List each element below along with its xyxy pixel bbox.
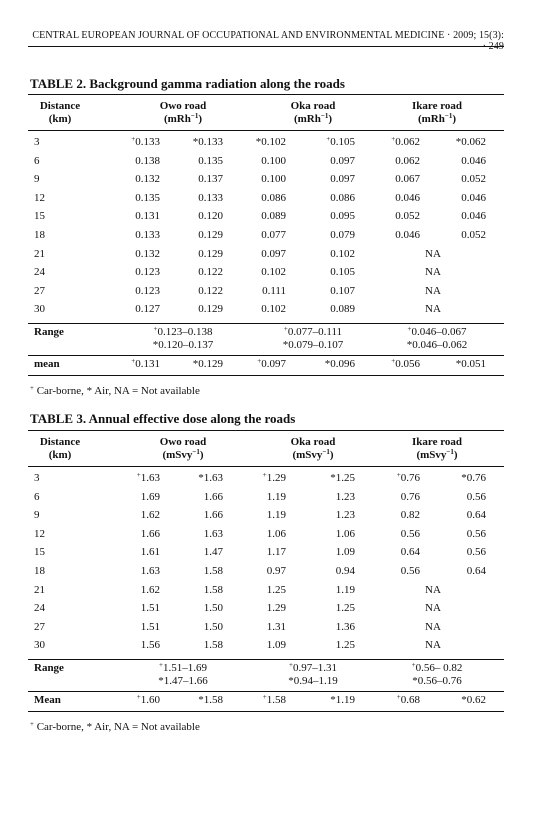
table3-mean-label: Mean <box>34 694 61 706</box>
table2-cell: 0.100 <box>261 173 286 186</box>
table3-cell: 1.06 <box>335 527 355 540</box>
table3-cell: 1.23 <box>335 490 355 503</box>
table2-cell-na: NA <box>425 266 441 279</box>
table3-cell: 1.62 <box>140 509 160 522</box>
table3-range-oka: +0.97–1.31 *0.94–1.19 <box>288 661 338 687</box>
table2-cell: 0.123 <box>135 284 160 297</box>
table2-caption <box>30 76 345 92</box>
table2-top-rule <box>28 94 504 95</box>
table3-range-ikare: +0.56– 0.82 *0.56–0.76 <box>411 661 463 687</box>
table3-caption <box>30 411 295 427</box>
table3-cell: 1.25 <box>335 602 355 615</box>
table3-cell: 1.69 <box>140 490 160 503</box>
table3-cell: *0.76 <box>461 472 486 484</box>
table3-mean-cell: +0.68 <box>396 693 420 706</box>
table3-header-distance: Distance (km) <box>39 436 81 461</box>
table2-cell: 0.133 <box>135 229 160 241</box>
table2-title: Background gamma radiation along the roads <box>89 76 345 91</box>
table3-cell: +1.63 <box>136 471 160 484</box>
table2-cell: 0.107 <box>330 284 355 297</box>
table2-cell: 0.138 <box>135 154 160 167</box>
table2-cell: 0.089 <box>330 303 355 316</box>
table2-mean-label: mean <box>34 358 60 370</box>
table2-cell-distance: 24 <box>34 266 45 279</box>
table2-mean-cell: *0.096 <box>324 358 355 370</box>
table3-cell: 1.31 <box>266 620 286 633</box>
table3-cell: 1.25 <box>266 583 286 596</box>
table3-cell: 1.06 <box>266 527 286 540</box>
table3-cell: +1.29 <box>262 471 286 484</box>
table2-cell: 0.100 <box>261 154 286 167</box>
table3-cell-distance: 27 <box>34 620 45 633</box>
table3-mean-cell: *0.62 <box>461 694 486 706</box>
table2-cell-distance: 27 <box>34 284 45 297</box>
table2-mean-cell: *0.129 <box>192 358 223 370</box>
table2-cell-distance: 30 <box>34 303 45 316</box>
table3-row <box>28 602 504 620</box>
table3-cell: 1.51 <box>140 620 160 633</box>
table2-cell: 0.137 <box>198 173 223 186</box>
table3-cell: 1.56 <box>140 639 160 652</box>
table2-range-label: Range <box>34 326 64 338</box>
table3-row <box>28 546 504 564</box>
table2-cell: 0.062 <box>395 154 420 167</box>
table2-cell-distance: 6 <box>34 154 40 167</box>
table3-cell-na: NA <box>425 639 441 652</box>
table2-cell: 0.079 <box>330 229 355 241</box>
table2-cell: +0.062 <box>391 135 420 148</box>
table3-cell: 1.47 <box>203 546 223 559</box>
table2-row <box>28 210 504 228</box>
table3-cell: 1.58 <box>203 639 223 652</box>
table2-label: TABLE 2. <box>30 76 87 91</box>
table3-cell-distance: 3 <box>34 472 40 484</box>
table3-cell: *1.63 <box>198 472 223 484</box>
table3-cell-distance: 30 <box>34 639 45 652</box>
table2-cell: 0.052 <box>461 173 486 186</box>
table3-cell-distance: 9 <box>34 509 40 522</box>
table3-cell: 1.19 <box>266 490 286 503</box>
table3-mean-row <box>28 694 504 712</box>
table3-cell: 0.94 <box>335 565 355 577</box>
table2-cell: 0.089 <box>261 210 286 223</box>
table2-cell: *0.062 <box>455 136 486 148</box>
table2-header-owo: Owo road (mRh$^{-1}$) <box>159 100 207 125</box>
table3-cell-na: NA <box>425 583 441 596</box>
table3-cell: 1.50 <box>203 620 223 633</box>
table2-range-owo: +0.123–0.138 *0.120–0.137 <box>152 325 214 351</box>
table3-cell-na: NA <box>425 620 441 633</box>
table3-cell: 1.61 <box>140 546 160 559</box>
table2-header-rule <box>28 130 504 131</box>
table2-cell-distance: 12 <box>34 191 45 204</box>
table3-cell: 1.09 <box>335 546 355 559</box>
table3-row <box>28 491 504 509</box>
table3-cell: 1.50 <box>203 602 223 615</box>
table3-cell: 0.56 <box>400 565 420 577</box>
table3-cell: 1.66 <box>140 527 160 540</box>
table2-range-oka: +0.077–0.111 *0.079–0.107 <box>282 325 344 351</box>
table2-row <box>28 136 504 154</box>
table2-row <box>28 192 504 210</box>
table2-mean-cell: *0.051 <box>455 358 486 370</box>
table2-cell: 0.067 <box>395 173 420 186</box>
table2-cell: 0.052 <box>395 210 420 223</box>
table2-footnote: + Car-borne, * Air, NA = Not available <box>30 384 200 397</box>
header-rule <box>28 46 504 47</box>
table2-header-ikare: Ikare road (mRh$^{-1}$) <box>411 100 462 125</box>
table2-cell: *0.133 <box>192 136 223 148</box>
table2-cell-distance: 21 <box>34 247 45 260</box>
table3-cell: 1.19 <box>266 509 286 522</box>
table2-mean-row <box>28 358 504 376</box>
table2-row <box>28 248 504 266</box>
table2-mean-rule <box>28 355 504 356</box>
table3-cell: 0.56 <box>466 527 486 540</box>
table2-cell: 0.102 <box>330 247 355 260</box>
table2-cell-distance: 9 <box>34 173 40 186</box>
table3-cell: 0.76 <box>400 490 420 503</box>
table2-cell: 0.135 <box>135 191 160 204</box>
table3-cell-distance: 6 <box>34 490 40 503</box>
table2-cell: 0.102 <box>261 303 286 316</box>
table2-cell: 0.052 <box>461 229 486 241</box>
table2-mean-cell: +0.056 <box>391 357 420 370</box>
table3-cell: 1.66 <box>203 490 223 503</box>
table2-row <box>28 285 504 303</box>
table2-row <box>28 173 504 191</box>
table3-top-rule <box>28 430 504 431</box>
table2-cell: 0.046 <box>461 191 486 204</box>
table2-cell: 0.132 <box>135 247 160 260</box>
table2-row <box>28 229 504 247</box>
table2-cell: 0.046 <box>395 191 420 204</box>
table3-cell: 0.97 <box>266 565 286 577</box>
table3-label: TABLE 3. <box>30 411 87 426</box>
table3-cell: 1.25 <box>335 639 355 652</box>
table3-cell: 1.63 <box>140 565 160 577</box>
table3-cell: 1.58 <box>203 565 223 577</box>
table2-cell: 0.132 <box>135 173 160 186</box>
table3-cell: 1.36 <box>335 620 355 633</box>
table2-cell: 0.077 <box>261 229 286 241</box>
table3-cell: 1.62 <box>140 583 160 596</box>
table2-cell-distance: 15 <box>34 210 45 223</box>
table2-cell-distance: 3 <box>34 136 40 148</box>
table2-cell: 0.129 <box>198 229 223 241</box>
table2-range-ikare: +0.046–0.067 *0.046–0.062 <box>406 325 468 351</box>
table3-cell: 0.82 <box>400 509 420 522</box>
table2-cell: +0.133 <box>131 135 160 148</box>
table2-cell: 0.046 <box>461 210 486 223</box>
table2-cell: 0.097 <box>330 173 355 186</box>
table3-row <box>28 621 504 639</box>
table2-cell-distance: 18 <box>34 229 45 241</box>
table2-cell: 0.046 <box>395 229 420 241</box>
table2-row <box>28 266 504 284</box>
table2-cell-na: NA <box>425 303 441 316</box>
table2-cell: 0.097 <box>261 247 286 260</box>
table3-cell: 0.64 <box>466 509 486 522</box>
table2-header-distance: Distance (km) <box>39 100 81 125</box>
table3-cell-distance: 24 <box>34 602 45 615</box>
table2-cell: 0.133 <box>198 191 223 204</box>
table2-row <box>28 155 504 173</box>
table3-range-owo: +1.51–1.69 *1.47–1.66 <box>158 661 208 687</box>
table3-mean-rule <box>28 691 504 692</box>
table2-cell: 0.127 <box>135 303 160 316</box>
table2-cell: 0.131 <box>135 210 160 223</box>
table2-cell: 0.046 <box>461 154 486 167</box>
table2-mean-cell: +0.131 <box>131 357 160 370</box>
table3-cell: 1.29 <box>266 602 286 615</box>
table3-cell: 1.23 <box>335 509 355 522</box>
table3-cell: +0.76 <box>396 471 420 484</box>
table3-cell: 1.58 <box>203 583 223 596</box>
table2-mean-cell: +0.097 <box>257 357 286 370</box>
table3-cell-distance: 21 <box>34 583 45 596</box>
table2-cell: 0.102 <box>261 266 286 279</box>
table2-cell: 0.135 <box>198 154 223 167</box>
table3-cell: 0.56 <box>400 527 420 540</box>
table3-cell: 0.64 <box>400 546 420 559</box>
table2-cell: 0.122 <box>198 266 223 279</box>
table3-header-ikare: Ikare road (mSvy$^{-1}$) <box>411 436 462 461</box>
table2-cell: 0.111 <box>262 284 286 297</box>
table3-row <box>28 565 504 583</box>
table2-row <box>28 303 504 321</box>
table3-header-oka: Oka road (mSvy$^{-1}$) <box>290 436 336 461</box>
table3-mean-cell: *1.58 <box>198 694 223 706</box>
table3-row <box>28 584 504 602</box>
table2-cell: 0.097 <box>330 154 355 167</box>
table3-row <box>28 639 504 657</box>
table2-cell: 0.122 <box>198 284 223 297</box>
table3-cell: 0.56 <box>466 546 486 559</box>
table3-header-rule <box>28 466 504 467</box>
table2-cell: 0.105 <box>330 266 355 279</box>
table2-cell: 0.095 <box>330 210 355 223</box>
table2-cell: +0.105 <box>326 135 355 148</box>
table3-row <box>28 528 504 546</box>
table2-cell-na: NA <box>425 284 441 297</box>
table3-cell: 0.64 <box>466 565 486 577</box>
table3-cell-distance: 12 <box>34 527 45 540</box>
table3-cell-na: NA <box>425 602 441 615</box>
table2-cell: 0.086 <box>330 191 355 204</box>
table3-cell: 1.09 <box>266 639 286 652</box>
table3-footnote: + Car-borne, * Air, NA = Not available <box>30 720 200 733</box>
table2-cell: 0.120 <box>198 210 223 223</box>
table3-cell: 1.19 <box>335 583 355 596</box>
table3-row <box>28 472 504 490</box>
table3-cell-distance: 15 <box>34 546 45 559</box>
table3-mean-cell: +1.58 <box>262 693 286 706</box>
table2-cell: 0.086 <box>261 191 286 204</box>
table2-cell: 0.123 <box>135 266 160 279</box>
table3-cell: 1.66 <box>203 509 223 522</box>
table2-header-oka: Oka road (mRh$^{-1}$) <box>290 100 336 125</box>
table2-cell-na: NA <box>425 247 441 260</box>
table3-mean-cell: *1.19 <box>330 694 355 706</box>
table2-range-rule <box>28 323 504 324</box>
table3-mean-cell: +1.60 <box>136 693 160 706</box>
table3-cell: 1.63 <box>203 527 223 540</box>
table3-title: Annual effective dose along the roads <box>88 411 296 426</box>
table2-cell: *0.102 <box>255 136 286 148</box>
table3-header-owo: Owo road (mSvy$^{-1}$) <box>159 436 207 461</box>
table3-range-rule <box>28 659 504 660</box>
table3-cell: 0.56 <box>466 490 486 503</box>
table3-cell: *1.25 <box>330 472 355 484</box>
table2-cell: 0.129 <box>198 247 223 260</box>
table3-cell-distance: 18 <box>34 565 45 577</box>
running-head: CENTRAL EUROPEAN JOURNAL OF OCCUPATIONAL AND ENVIRONMENTAL MEDICINE · 2009; 15(3): · 249 <box>32 30 504 52</box>
table3-row <box>28 509 504 527</box>
table3-cell: 1.17 <box>266 546 286 559</box>
table2-bottom-rule <box>28 375 504 376</box>
table3-cell: 1.51 <box>140 602 160 615</box>
table3-bottom-rule <box>28 711 504 712</box>
table2-cell: 0.129 <box>198 303 223 316</box>
table3-range-label: Range <box>34 662 64 674</box>
